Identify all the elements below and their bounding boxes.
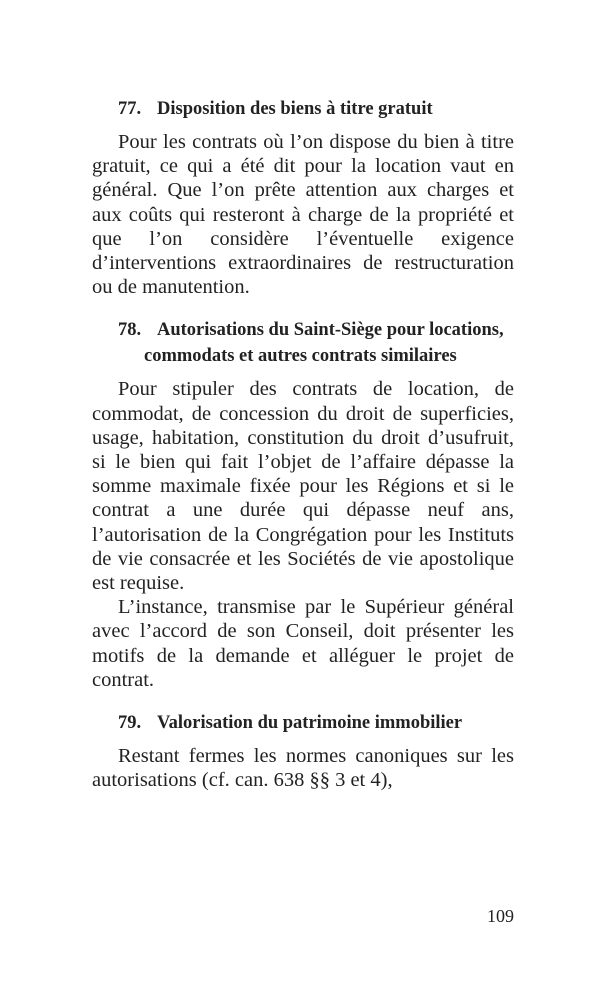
section-title: Valorisation du patrimoine immobilier (157, 713, 463, 734)
section-77-paragraph-1: Pour les contrats où l’on dispose du bien à titre gratuit, ce qui a été dit pour la location vaut en général. Que l’on prête attention aux charges et aux coûts qui resteront à charge de la propriété et que l’on considère l’éventuelle exigence d’interventions extraordinaires de restructuration ou de manutention. (92, 131, 514, 299)
section-heading-78 (92, 317, 514, 369)
section-number: 79. (118, 713, 142, 734)
section-78-paragraph-1: Pour stipuler des contrats de location, de commodat, de concession du droit de superficies, usage, habitation, constitution du droit d’usufruit, si le bien qui fait l’objet de l’affaire dépasse la somme maximale fixée pour les Régions et si le contrat a une durée qui dépasse neuf ans, l’autorisation de la Congrégation pour les Instituts de vie consacrée et les Sociétés de vie apostolique est requise. (92, 378, 514, 595)
section-number: 77. (118, 99, 142, 119)
section-title: Disposition des biens à titre gratuit (157, 99, 433, 119)
section-title: Autorisations du Saint-Siège pour locations, commodats et autres contrats similaires (144, 320, 504, 367)
page-content (92, 96, 514, 792)
section-heading-77 (92, 96, 514, 122)
section-79-paragraph-1: Restant fermes les normes canoniques sur les autorisations (cf. can. 638 §§ 3 et 4), (92, 745, 514, 792)
section-number: 78. (118, 320, 142, 341)
section-heading-79 (92, 710, 514, 736)
page-number: 109 (487, 906, 514, 926)
section-78-paragraph-2: L’instance, transmise par le Supérieur général avec l’accord de son Conseil, doit présenter les motifs de la demande et alléguer le projet de contrat. (92, 596, 514, 691)
